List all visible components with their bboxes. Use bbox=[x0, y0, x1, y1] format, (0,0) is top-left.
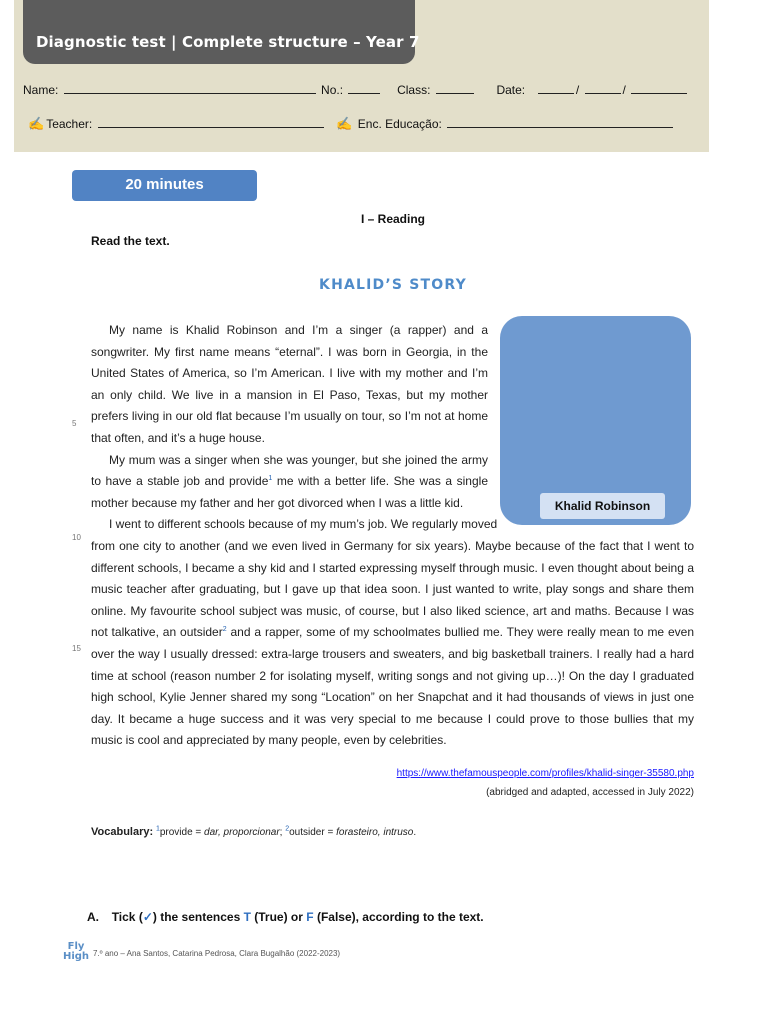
question-text: (False), according to the text. bbox=[313, 910, 484, 924]
paragraph-3-first-line: I went to different schools because of my mum’s job. We regularly moved bbox=[109, 517, 498, 532]
paragraph-3-text-b: and a rapper, some of my schoolmates bullied me. They were really mean to me even over the way I usually dressed: extra-large trousers and sweaters, and big basketball trainers. I really had a hard time at school (reason number 2 for isolating myself, writing songs and not giving up…)! On the day I graduated high school, Kylie Jenner shared my song “Location” on her Snapchat and it had thousands of views in just one day. It became a huge success and it was very special to me because I could prove to those bullies that my music is cool and appreciated by many people, even by celebrities. bbox=[91, 625, 695, 748]
paragraph-1: My name is Khalid Robinson and I’m a singer (a rapper) and a songwriter. My first name means “eternal”. I was born in Georgia, in the United States of America, so I’m American. I live with my mother and I’m an only child. We live in a mansion in El Paso, Texas, but my mother prefers living in our old flat because I’m usually on tour, so I’m not at home that often, and it’s a huge house. bbox=[91, 323, 488, 445]
vocab-marker-1: 1 bbox=[155, 825, 160, 833]
name-field[interactable] bbox=[64, 82, 316, 94]
section-title: I – Reading bbox=[360, 212, 425, 226]
footnote-marker-1: 1 bbox=[268, 475, 273, 483]
question-letter: A. bbox=[87, 910, 99, 924]
question-a bbox=[87, 910, 484, 924]
name-label: Name: bbox=[23, 83, 59, 97]
vocab-end: . bbox=[413, 827, 417, 838]
date-label: Date: bbox=[496, 83, 526, 97]
vocab-word-2: outsider = bbox=[289, 827, 337, 838]
test-title: Diagnostic test | Complete structure – Year 7 bbox=[36, 33, 420, 51]
date-separator: / bbox=[622, 83, 626, 97]
false-marker: F bbox=[306, 910, 314, 924]
question-text: ) the sentences bbox=[152, 910, 244, 924]
vocabulary bbox=[91, 826, 416, 838]
vocab-marker-2: 2 bbox=[285, 825, 290, 833]
paragraph-3 bbox=[91, 536, 694, 752]
vocab-translation-1: dar, proporcionar bbox=[204, 827, 280, 838]
teacher-info-line bbox=[28, 116, 675, 132]
paragraph-2 bbox=[91, 450, 488, 515]
class-label: Class: bbox=[397, 83, 431, 97]
date-day-field[interactable] bbox=[538, 82, 574, 94]
vocab-translation-2: forasteiro, intruso bbox=[336, 827, 414, 838]
footer-credits: 7.º ano – Ana Santos, Catarina Pedrosa, Clara Bugalhão (2022-2023) bbox=[93, 949, 341, 958]
story-title: KHALID’S STORY bbox=[319, 277, 467, 293]
vocabulary-label: Vocabulary: bbox=[91, 826, 154, 838]
line-number: 15 bbox=[72, 644, 81, 653]
date-separator: / bbox=[575, 83, 580, 97]
date-year-field[interactable] bbox=[631, 82, 687, 94]
title-tab bbox=[23, 0, 420, 64]
true-marker: T bbox=[243, 910, 251, 924]
line-number: 10 bbox=[72, 533, 81, 542]
instruction-text: Read the text. bbox=[91, 234, 170, 248]
footnote-marker-2: 2 bbox=[222, 626, 227, 634]
writing-hand-icon: ✍ bbox=[336, 116, 353, 131]
number-field[interactable] bbox=[348, 82, 380, 94]
fly-high-logo bbox=[60, 942, 92, 962]
source-link[interactable]: https://www.thefamouspeople.com/profiles/khalid-singer-35580.php bbox=[396, 768, 694, 779]
paragraph-2-text-a: My mum was a singer when she was younger, but she joined the army to have a stable job and provide bbox=[91, 452, 488, 489]
paragraph-3-text-a: from one city to another (and we even lived in Germany for six years). Maybe because of the fact that I went to different schools, I became a shy kid and I started expressing myself through music. I even thought about being a music teacher after graduating, but I gave up that idea soon. I just wanted to write, play songs and share them online. My favourite school subject was music, of course, but I also liked science, art and maths. Because I was not talkative, an outsider bbox=[91, 539, 694, 640]
class-field[interactable] bbox=[436, 82, 474, 94]
date-month-field[interactable] bbox=[585, 82, 621, 94]
logo-line: Fly bbox=[67, 941, 85, 952]
number-label: No.: bbox=[321, 83, 344, 97]
time-badge: 20 minutes bbox=[72, 170, 257, 201]
student-info-line bbox=[23, 82, 689, 97]
source-note: (abridged and adapted, accessed in July 2022) bbox=[486, 787, 694, 798]
vocab-separator: ; bbox=[279, 827, 286, 838]
teacher-label: Teacher: bbox=[46, 117, 93, 131]
guardian-field[interactable] bbox=[447, 116, 673, 128]
logo-line: High bbox=[62, 951, 90, 962]
question-text: Tick ( bbox=[111, 910, 143, 924]
paragraph-2-text-b: me with a better life. She was a single mother because my father and her got divorced when I was a little kid. bbox=[91, 474, 488, 510]
question-text: (True) or bbox=[250, 910, 307, 924]
line-number: 5 bbox=[72, 419, 77, 428]
writing-hand-icon: ✍ bbox=[28, 116, 45, 131]
guardian-label: Enc. Educação: bbox=[357, 117, 442, 131]
teacher-field[interactable] bbox=[98, 116, 324, 128]
vocab-word-1: provide = bbox=[159, 827, 205, 838]
check-mark-icon: ✓ bbox=[142, 910, 153, 924]
photo-placeholder bbox=[500, 316, 691, 525]
photo-caption: Khalid Robinson bbox=[540, 493, 665, 519]
